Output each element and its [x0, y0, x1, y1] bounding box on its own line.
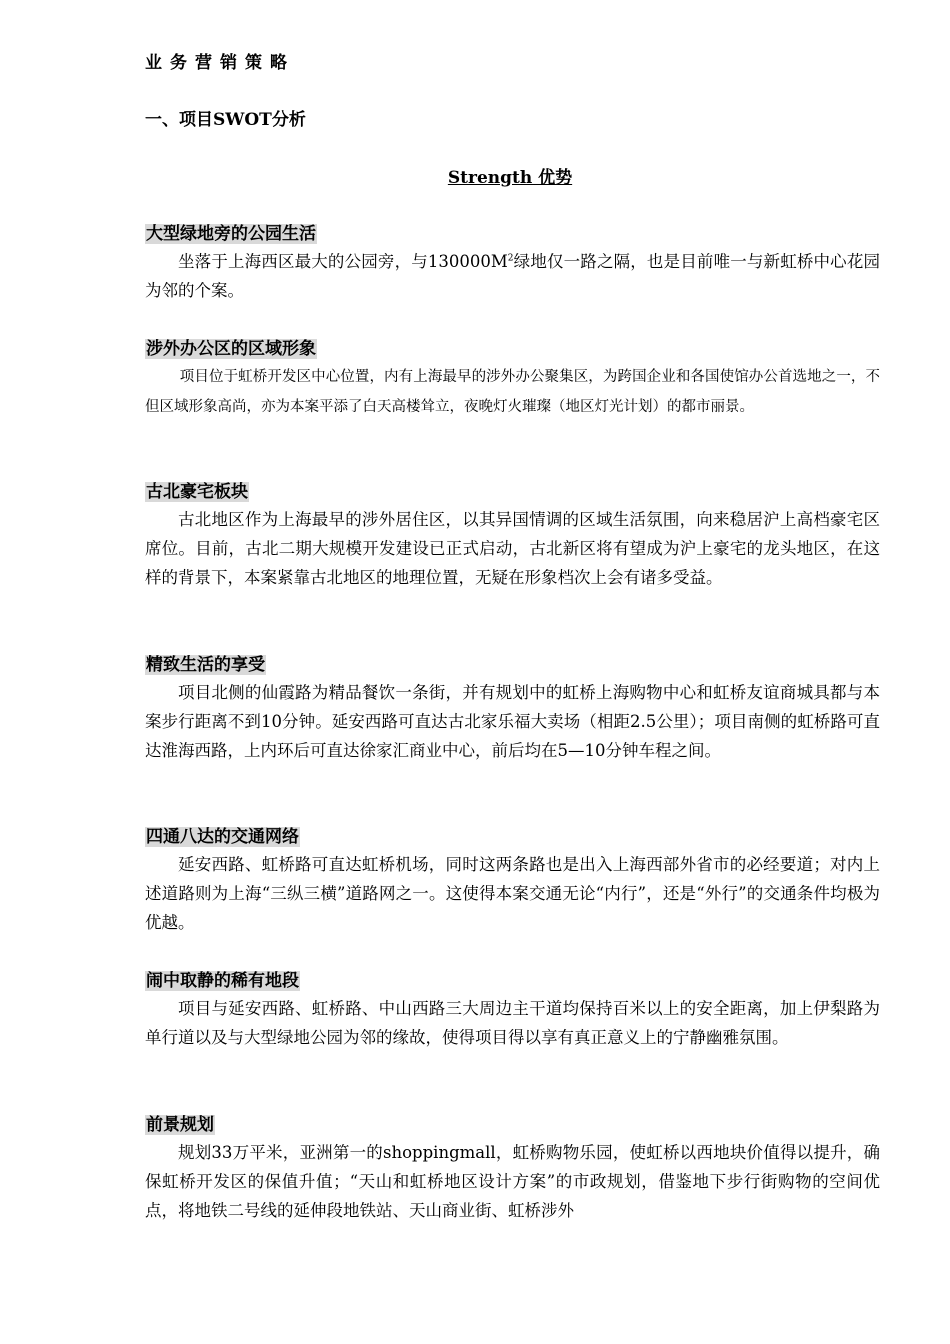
advantage-section [145, 827, 880, 937]
advantage-body: 项目与延安西路、虹桥路、中山西路三大周边主干道均保持百米以上的安全距离，加上伊梨路为单行道以及与大型绿地公园为邻的缘故，使得项目得以享有真正意义上的宁静幽雅氛围。 [145, 999, 880, 1047]
strength-title: Strength 优势 [447, 168, 573, 188]
superscript: 2 [507, 253, 514, 264]
advantage-body: 古北地区作为上海最早的涉外居住区，以其异国情调的区域生活氛围，向来稳居沪上高档豪宅区席位。目前，古北二期大规模开发建设已正式启动，古北新区将有望成为沪上豪宅的龙头地区，在这样的背景下，本案紧靠古北地区的地理位置，无疑在形象档次上会有诸多受益。 [145, 510, 880, 587]
advantage-section [145, 224, 880, 305]
advantage-heading: 精致生活的享受 [146, 655, 265, 675]
advantage-heading: 四通八达的交通网络 [146, 827, 299, 847]
advantage-heading: 前景规划 [146, 1115, 214, 1135]
advantage-section [145, 1115, 880, 1225]
advantage-body: 规划33万平米，亚洲第一的shoppingmall，虹桥购物乐园，使虹桥以西地块价值得以提升，确保虹桥开发区的保值升值；“天山和虹桥地区设计方案”的市政规划，借鉴地下步行街购物的空间优点，将地铁二号线的延伸段地铁站、天山商业街、虹桥涉外 [145, 1143, 880, 1220]
advantage-section [145, 339, 880, 422]
advantage-section [145, 655, 880, 765]
advantage-body: 项目位于虹桥开发区中心位置，内有上海最早的涉外办公聚集区，为跨国企业和各国使馆办公首选地之一，不但区域形象高尚，亦为本案平添了白天高楼耸立，夜晚灯火璀璨（地区灯光计划）的都市丽景。 [145, 369, 880, 415]
advantage-heading: 大型绿地旁的公园生活 [146, 224, 316, 244]
advantage-heading: 古北豪宅板块 [146, 482, 248, 502]
section-heading: 一、项目SWOT分析 [145, 110, 306, 130]
advantage-body-text: 坐落于上海西区最大的公园旁，与130000M [178, 252, 508, 271]
advantage-body [145, 247, 880, 305]
advantage-heading: 闹中取静的稀有地段 [146, 971, 299, 991]
document-title: 业务营销策略 [145, 53, 295, 73]
advantage-section [145, 971, 880, 1052]
advantage-body: 项目北侧的仙霞路为精品餐饮一条街，并有规划中的虹桥上海购物中心和虹桥友谊商城具都与本案步行距离不到10分钟。延安西路可直达古北家乐福大卖场（相距2.5公里）；项目南侧的虹桥路可直达淮海西路，上内环后可直达徐家汇商业中心，前后均在5—10分钟车程之间。 [145, 683, 880, 760]
advantage-heading: 涉外办公区的区域形象 [146, 339, 316, 359]
advantage-body: 延安西路、虹桥路可直达虹桥机场，同时这两条路也是出入上海西部外省市的必经要道；对内上述道路则为上海“三纵三横”道路网之一。这使得本案交通无论“内行”，还是“外行”的交通条件均极为优越。 [145, 855, 880, 932]
advantage-body-text: 绿地仅一路之隔，也是目前唯一与新虹桥中心花园为邻的个案。 [145, 252, 880, 300]
advantage-section [145, 482, 880, 592]
